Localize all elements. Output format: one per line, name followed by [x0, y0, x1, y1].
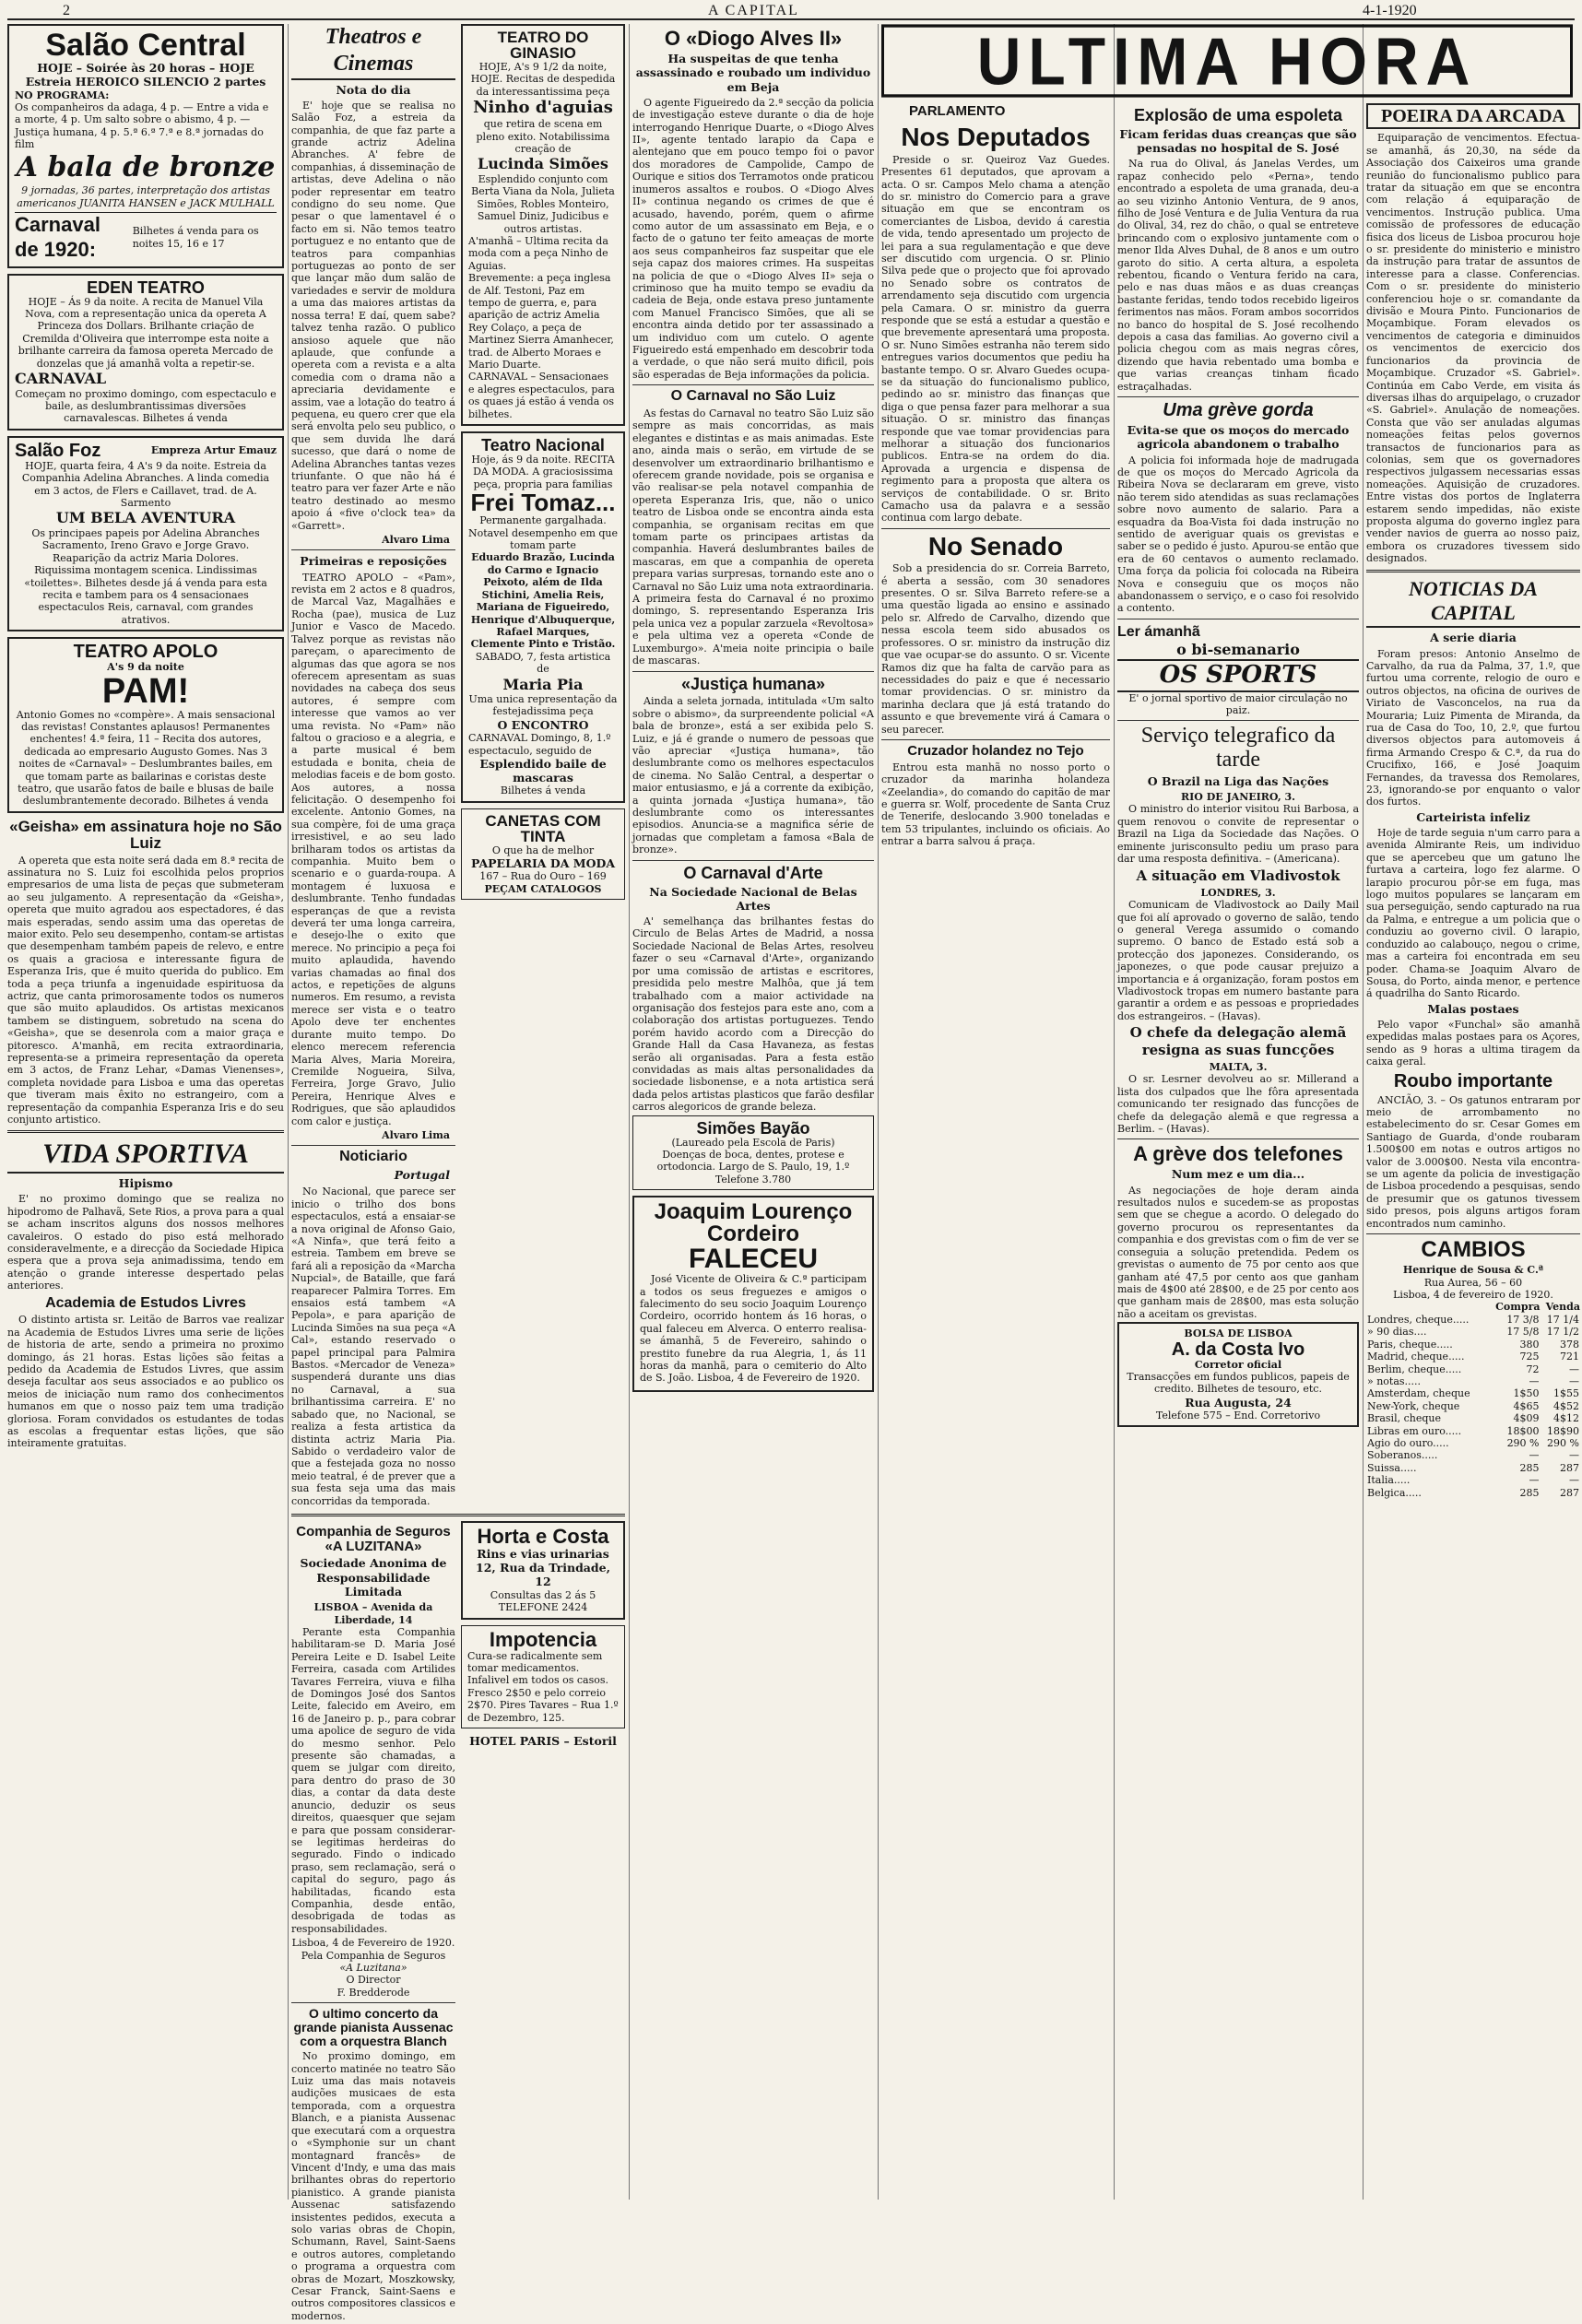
dateline: MALTA, 3.: [1209, 1060, 1268, 1073]
ad-title: Salão Central: [45, 28, 246, 63]
table-cell: 17 1/4: [1546, 1313, 1579, 1326]
ad-name: A. da Costa Ivo: [1171, 1339, 1305, 1360]
ad-line: Estreia HEROICO SILENCIO 2 partes: [25, 75, 266, 89]
program-label: NO PROGRAMA:: [15, 88, 110, 101]
table-cell: Londres, cheque.....: [1367, 1313, 1470, 1326]
obituary-word: FALECEU: [688, 1244, 818, 1275]
headline: O Carnaval d'Arte: [683, 863, 823, 882]
play-title: UM BELA AVENTURA: [55, 509, 236, 527]
ad-text: O Director: [346, 1974, 401, 1987]
article-body: José Vicente de Oliveira & C.ª participam a todos os seus freguezes e amigos o falecimento do seu socio Joaquim Lourenço Cordeiro, ocorrido hontem ás 16 horas, o qual faleceu em Alverca. O enterro realisa-se ámanhã, 5 de Fevereiro, sahindo o prestito funebre da rua Alegria, 1, ás 11 horas da manhã, para o cemiterio do Alto de S. João. Lisboa, 4 de Fevereiro de 1920.: [640, 1273, 867, 1385]
star-name: Lucinda Simões: [478, 155, 608, 173]
table-cell: Libras em ouro.....: [1367, 1424, 1462, 1437]
table-row: [1366, 1412, 1580, 1424]
justica-humana-article: [632, 676, 874, 856]
signature: Alvaro Lima: [382, 534, 450, 546]
article-body: Na rua do Olival, ás Janelas Verdes, um rapaz conhecido pelo «Perna», tendo encontrado a espoleta de uma granada, deu-a ao seu vizinho Antonio Ventura, de 9 anos, filho de José Ventura e de Julia Ventura da rua do Olival, 34, rez do chão, o qual se entreteve brincando com o explosivo juntamente com o menor Ilda Alves Duhal, de 8 anos e um outro garoto do sitio. A certa altura, a espoleta rebentou, ficando o Ventura ferido na cara, pelo e nas duas mãos e as duas creanças bastante feridas, tendo todos recebido ligeiros ferimentos nas mãos. Foram ambos socorridos no banco do hospital de S. José recolhendo depois a casa das familias. Ao governo civil a policia chegou com as mais negras côres, dizendo que havia rebentado uma bomba e que varias creanças tinham ficado estraçalhadas.: [1117, 158, 1359, 393]
teatro-apolo-ad: [7, 637, 284, 813]
empresa: Empreza Artur Emauz: [150, 444, 277, 457]
table-cell: Berlim, cheque.....: [1367, 1363, 1462, 1375]
ad-title: EDEN TEATRO: [87, 277, 205, 297]
hours: Consultas das 2 ás 5: [490, 1588, 596, 1601]
bolsa-ad: [1117, 1322, 1359, 1427]
table-row: [1366, 1351, 1580, 1363]
subhead: Ficam feridas duas creanças que são pensadas no hospital de S. José: [1119, 126, 1357, 156]
table-cell: 17 3/8: [1506, 1313, 1540, 1326]
article-body: Comunicam de Vladivostock ao Daily Mail que foi alí aprovado o governo de salão, tendo o general Verega assumido o comando supremo. O banco de Estado está sob a protecção dos japonezes. Considerando, os japonezes, o que pode causar prejuizo a importancia e á organização, foram postos em Vladivostock tropas em numero bastante para garantir a ordem e as pessoas e propriedades dos estrangeiros. – (Havas).: [1117, 899, 1359, 1022]
date: Lisboa, 4 de Fevereiro de 1920.: [291, 1937, 455, 1950]
ad-text: Transacções em fundos publicos, papeis de credito. Bilhetes de tesouro, etc.: [1127, 1370, 1350, 1396]
table-row: [1366, 1437, 1580, 1449]
ad-text: CARNAVAL Domingo, 8, 1.º espectaculo, seguido de: [468, 732, 611, 757]
ad-text: Corretor oficial: [1194, 1358, 1282, 1371]
play-title: PAM!: [101, 671, 190, 711]
table-cell: 4$09: [1513, 1412, 1540, 1425]
ad-text: Brevemente: a peça inglesa de Alf. Testoni, Paz em tempo de guerra, e, para aparição de actriz Amelia Rey Colaço, a peça de Martinez Sierra Amanhecer, trad. de Alberto Moraes e Mario Duarte.: [468, 272, 614, 371]
table-cell: 4$12: [1553, 1412, 1579, 1425]
table-row: [1366, 1339, 1580, 1351]
table-cell: 1$50: [1513, 1387, 1540, 1400]
eden-teatro-ad: [7, 274, 284, 431]
section-label: PARLAMENTO: [909, 103, 1006, 119]
article-body: ANCIÃO, 3. – Os gatunos entraram por meio de arrombamento no estabelecimento do sr. Cesar Gomes em Santiago de Guarda, d'onde roubaram 1.500$00 em notas e outros artigos no valor de 3.000$00. Nesta vila encontra-se um agente da policia de investigação de Lisboa procedendo a pesquisas, sendo de presumir que os gatunos tivessem sido presos, pois alguns artigos foram encontrados num caminho.: [1366, 1093, 1580, 1230]
table-row: [1366, 1400, 1580, 1412]
article-body: O agente Figueiredo da 2.ª secção da policia de investigação esteve durante o dia de hoje interrogando Henrique Duarte, o «Diogo Alves II», agente tentado larapio da Capa e alentejano que em pouco tempo foi o pavor dos moradores de Campolide, Campo de Ourique e sitios dos Terramotos onde praticou inumeros assaltos e roubos. O «Diogo Alves II» continua negando os crimes de que é acusado, havendo, porém, quem o afirme como autor de um assassinato em Beja, e o facto de o gatuno ter feito ameaças de morte aos seus companheiros faz suspeitar que ele seja capaz dos maiores crimes. Ha suspeitas na policia de que o «Diogo Alves II» seja o criminoso que ha muito tempo se evadiu da cadeia de Beja, onde estava preso juntamente com Manuel Francisco Simões, que ali se encontra ainda detido por ter assassinado a um individuo com um cutelo. O agente Figueiredo está empenhado em descobrir toda a verdade, o que não será muito dificil, pois são esperadas de Beja informações da policia.: [632, 96, 874, 381]
newspaper-name: A CAPITAL: [708, 3, 799, 18]
table-cell: New-York, cheque: [1367, 1399, 1460, 1412]
ginasio-ad: [461, 24, 625, 426]
article-body: O ministro do interior visitou Rui Barbosa, a quem renovou o convite de representar o Brazil na Liga da Sociedade das Nações. O eminente jurisconsulto pediu um praso para dar uma resposta definitiva. – (Americana).: [1117, 803, 1359, 866]
shop-name: PAPELARIA DA MODA: [470, 856, 616, 871]
carnaval-label: Carnaval de 1920:: [15, 212, 100, 261]
carnaval-note: Bilhetes á venda para os noites 15, 16 e 17: [132, 225, 259, 250]
address: Rua Augusta, 24: [1185, 1395, 1292, 1410]
subhead: Nota do dia: [336, 82, 411, 97]
ad-text: PEÇAM CATALOGOS: [484, 882, 602, 895]
ad-text: SABADO, 7, festa artistica de: [475, 650, 611, 676]
teatro-nacional-ad: [461, 431, 625, 803]
ad-text: CARNAVAL – Sensacionaes e alegres espectaculos, para os quaes já estão á venda os bilhetes.: [468, 371, 615, 420]
section-logo: Theatros e Cinemas: [291, 24, 455, 80]
bilhetes: Bilhetes á venda: [500, 784, 586, 797]
table-row: [1366, 1363, 1580, 1375]
firm-name: Henrique de Sousa & C.ª: [1402, 1264, 1544, 1277]
table-cell: 18$00: [1506, 1424, 1540, 1437]
column-4: [881, 103, 1110, 2200]
subhead: Malas postaes: [1427, 1001, 1519, 1016]
obituary-name: Cordeiro: [706, 1221, 799, 1247]
ad-text: E' o jornal sportivo de maior circulação no paiz.: [1128, 691, 1348, 717]
subhead: Portugal: [394, 1168, 450, 1183]
headline: «Geisha» em assinatura hoje no São Luiz: [9, 817, 282, 852]
ad-text: Permanente gargalhada. Notavel desempenho em que tomam parte: [468, 514, 619, 552]
ad-title: Impotencia: [489, 1627, 597, 1651]
article-body: Foram presos: Antonio Anselmo de Carvalho, da rua da Palma, 37, 1.º, que furtou uma corrente, relogio de ouro e outros objectos, na oficina de ourives de Viriato de Vasconcelos, na rua da Mouraria; Luiz Pimenta de Miranda, da rua de Casa do Too, 10, 2.º, que furtou diversos objectos para automoveis á firma Armando Crespo & C.ª, da rua do Crucifixo, 166, e José Joaquim Fernandes, da travessa dos Remolares, 23, ignorando-se por enquanto o valor dos furtos.: [1366, 647, 1580, 808]
article-body: Sob a presidencia do sr. Correia Barreto, é aberta a sessão, com 30 senadores presentes. O sr. Silva Barreto refere-se a uma questão ligada ao ensino e assinado pelo sr. Alfredo de Carvalho, dizendo que nessa escola teem sido abusados os professores. O sr. ministro da instrução diz que vae ocupar-se do assunto. O sr. Vicente Ramos diz que ha falta de carvão para as necessidades do paiz e que é necessario tomar providencias. O sr. ministro da marinha declara que já está tratando do assunto e que brevemente virá á Camara o seu parecer.: [881, 562, 1110, 736]
headline: O ultimo concerto da grande pianista Aussenac com a orquestra Blanch: [293, 2006, 454, 2048]
ad-text: A'manhã – Ultima recita da moda com a peça Ninho de Aguias.: [468, 234, 608, 272]
dateline: RIO DE JANEIRO, 3.: [1181, 791, 1295, 804]
ad-title: Simões Bayão: [696, 1118, 810, 1138]
headline: Serviço telegrafico da tarde: [1140, 724, 1336, 772]
table-cell: —: [1569, 1374, 1579, 1387]
table-cell: Madrid, cheque.....: [1367, 1351, 1465, 1363]
headline: O Carnaval no São Luiz: [670, 388, 836, 405]
table-cell: —: [1569, 1474, 1579, 1487]
table-cell: Soberanos.....: [1367, 1449, 1438, 1462]
table-cell: Paris, cheque.....: [1367, 1338, 1453, 1351]
address: Rua Aurea, 56 – 60: [1423, 1276, 1523, 1289]
telephone: Telefone 575 – End. Corretorivo: [1155, 1410, 1321, 1422]
table-cell: 4$65: [1513, 1399, 1540, 1412]
signature: Alvaro Lima: [382, 1128, 450, 1141]
article-body: O distinto artista sr. Leitão de Barros vae realizar na Academia de Estudos Livres uma serie de lições de historia de arte, sendo a primeira no proximo domingo, ás 21 horas. Estas lições são feitas a pedido da Academia de Estudos Livres, que assim deseja facultar aos seus associados e ao publico os meios de iniciação num ramo dos conhecimentos humanos em que o nosso paiz tem uma tradição gloriosa. Foram convidados os estudantes de todas as escolas a frequentar estas lições, que são inteiramente gratuitas.: [7, 1314, 284, 1450]
cast: Os principaes papeis por Adelina Abranches Sacramento, Ireno Gravo e Jorge Gravo. Reaparição da actriz Maria Dolores.: [31, 526, 260, 564]
table-cell: 290 %: [1547, 1436, 1579, 1449]
table-cell: 287: [1560, 1461, 1579, 1474]
ultima-hora-banner: ULTIMA HORA: [881, 24, 1573, 97]
headline: O «Diogo Alves II»: [664, 27, 843, 50]
column-divider: [288, 24, 289, 2200]
table-cell: 18$90: [1547, 1424, 1579, 1437]
column-divider: [1114, 24, 1115, 2200]
film-sub: 9 jornadas, 36 partes, interpretação dos artistas americanos JUANITA HANSEN e JACK MULHALL: [17, 184, 275, 209]
signature: F. Bredderode: [336, 1986, 410, 1999]
subhead: A serie diaria: [1430, 631, 1517, 645]
table-row: [1366, 1425, 1580, 1437]
table-cell: Agio do ouro.....: [1367, 1436, 1449, 1449]
subhead: Sociedade Anonima de Responsabilidade Limitada: [300, 1556, 447, 1598]
carnaval-arte-article: [632, 865, 874, 1114]
subhead: Ha suspeitas de que tenha assassinado e roubado um individuo em Beja: [635, 52, 871, 94]
ad-text: «A Luzitana»: [339, 1961, 407, 1974]
ad-text: O que ha de melhor: [491, 843, 595, 856]
geisha-article: [7, 819, 284, 1127]
subhead: o bi-semanario: [1176, 641, 1300, 659]
table-row: [1366, 1387, 1580, 1399]
section-logo: NOTICIAS DA CAPITAL: [1366, 577, 1580, 629]
play-title: Ninho d'aguias: [473, 98, 613, 118]
article-body: Ainda a seleta jornada, intitulada «Um salto sobre o abismo», da surpreendente policial «A bala de bronze», está a ser exibida pelo S. Luiz, e já é grande o numero de pessoas que vão apreciar «Justiça humana», tão deslumbrante como os melhores espectaculos de cinema. No Salão Central, a despertar o maior entusiasmo, e já a corrente da exibição, a quinta jornada «Justiça humana», tão deslumbrante como os interessantes episodios. Anuncia-se a magnifica série de jornadas que completam a famosa «Bala de bronze».: [632, 695, 874, 856]
table-cell: 17 1/2: [1546, 1326, 1579, 1339]
ad-title: TEATRO DO GINASIO: [497, 29, 589, 62]
table-cell: 4$52: [1553, 1399, 1579, 1412]
table-cell: Suissa.....: [1367, 1461, 1417, 1474]
subhead: Evita-se que os moços do mercado agricola abandonem o trabalho: [1127, 423, 1350, 452]
exchange-table: [1366, 1301, 1580, 1499]
subhead: O chefe da delegação alemã resigna as suas funcções: [1129, 1024, 1347, 1058]
headline: Ler ámanhã: [1117, 623, 1200, 640]
baile: Esplendido baile de mascaras: [479, 756, 607, 785]
salao-central-ad: [7, 24, 284, 268]
play-title: Frei Tomaz...: [470, 489, 616, 517]
ad-text: Doenças de boca, dentes, protese e ortodoncia. Largo de S. Paulo, 19, 1.º Telefone 3.780: [656, 1148, 850, 1186]
ad-text: Rins e vias urinarias: [477, 1546, 609, 1561]
simoes-bayao-ad: [632, 1115, 874, 1191]
article-body: E' no proximo domingo que se realiza no hipodromo de Palhavã, Sete Rios, a prova para a qual se acham inscritos alguns dos nossos melhores cavaleiros. O estado do piso está melhorado consideravelmente, e a direcção da Sociedade Hipica espera que a prova seja animadissima, tendo em atenção o grande interesse despertado pelas anteriores.: [7, 1193, 284, 1292]
ad-text: Começam no proximo domingo, com espectaculo e baile, as deslumbrantissimas diversões carnavalescas. Bilhetes á venda: [15, 387, 277, 425]
canetas-ad: [461, 808, 625, 900]
ad-text: Antonio Gomes no «compère». A mais sensacional das revistas! Constantes aplausos! Permanentes enchentes! 4.ª feira, 11 – Recita dos autores, dedicada ao empresario Augusto Gomes. Nas 3 noites de «Carnaval» – Deslumbrantes bailes, em que tomam parte as bailarinas e coristas deste teatro, que usarão fatos de baile e blusas de baile deslumbrantemente decorado. Bilhetes á venda: [16, 708, 276, 808]
table-cell: —: [1529, 1474, 1540, 1487]
notes: Riquissima montagem scenica. Lindissimas «toilettes». Bilhetes desde já á venda para esta recita e tambem para os 4 sensacionaes espectaculos Reis, carnaval, com grandes atrativos.: [24, 564, 267, 626]
subhead: Hipismo: [118, 1176, 173, 1191]
table-row: [1366, 1449, 1580, 1461]
address: 167 – Rua do Ouro – 169: [479, 870, 607, 883]
luzitana-notice: [291, 1521, 455, 2324]
table-row: [1366, 1462, 1580, 1474]
os-sports-logo: OS SPORTS: [1117, 659, 1359, 692]
column-divider: [878, 24, 879, 2200]
article-body: Entrou esta manhã no nosso porto o cruzador da marinha holandeza «Zeelandia», do comando do capitão de mar e guerra sr. Wolf, procedente de Santa Cruz de Tenerife, deslocando 3.900 toneladas e tem 53 tripulantes, incluindo os oficiais. Ao entrar a barra salvou á praça.: [881, 761, 1110, 848]
subhead: A situação em Vladivostok: [1136, 867, 1340, 884]
subhead: Primeiras e reposições: [300, 554, 447, 569]
table-cell: 287: [1560, 1486, 1579, 1499]
dateline: LONDRES, 3.: [1200, 886, 1276, 899]
article-body: A policia foi informada hoje de madrugada de que os moços do Mercado Agricola da Ribeira Nova se declararam em greve, visto não terem sido atendidas as suas reclamações sobre novo aumento de salario. Para a esquadra da Boa-Vista foi dada instrução no sentido de averiguar quais os grevistas e saber se o pedido é justo. Apurou-se então que era de 60 centavos o aumento reclamado. Uma força da policia foi colocada na Ribeira Nova e conseguiu que os moços não abandonassem o serviço, e o caso foi resolvido a contento.: [1117, 454, 1359, 615]
program-list: Os companheiros da adaga, 4 p. — Entre a vida e a morte, 4 p. Um salto sobre o abismo, 4 p. — Justiça humana, 4 p. 5.ª 6.ª 7.ª e 8.ª jornadas do film: [15, 100, 269, 151]
table-cell: —: [1569, 1363, 1579, 1375]
article-body: O sr. Lesrner devolveu ao sr. Millerand a lista dos culpados que lhe fôra apresentada comunicando ter resignado das funcções de chefe da delegação alemã e que regressa a Berlim. – (Havas).: [1117, 1073, 1359, 1135]
table-cell: —: [1529, 1449, 1540, 1462]
hotel-ad: HOTEL PARIS – Estoril: [469, 1733, 617, 1748]
table-cell: 17 5/8: [1506, 1326, 1540, 1339]
table-header: Compra: [1495, 1301, 1541, 1314]
ad-text: HOJE, quarta feira, 4 A's 9 da noite. Estreia da Companhia Adelina Abranches. A linda comedia em 3 actos, de Flers e Caillavet, trad. de A. Sarmento: [21, 459, 270, 509]
table-cell: 285: [1519, 1486, 1540, 1499]
article-body: As negociações de hoje deram ainda resultados nulos e sucedem-se as propostas sem que se chegue a acordo. O delegado do governo procurou os representantes da companhia e dos grevistas com o fim de ver se conseguia a solução pretendida. Pedem os grevistas o aumento de 75 por cento aos que ganham até 47,5 por cento aos que ganham mais de 4$00 até 28$00, e de 25 por cento aos que ganham mais de 28$00, mas esta solução não a aceitam os grevistas.: [1117, 1184, 1359, 1320]
carnaval-label: CARNAVAL: [15, 370, 107, 388]
headline: No Senado: [927, 531, 1064, 560]
ad-text: Hoje, ás 9 da noite. RECITA DA MODA. A graciosissima peça, propria para familias: [471, 454, 615, 490]
table-cell: Amsterdam, cheque: [1367, 1387, 1470, 1400]
column-divider: [629, 24, 630, 2200]
article-body: A opereta que esta noite será dada em 8.ª recita de assinatura no S. Luiz foi escolhida pelos proprios empresarios de uma lista de peças que submeteram ao seu julgamento. A representação da «Geisha», opereta que muito agradou aos espectadores, é das mais esperadas, sendo assim uma das operetas de maior exito. Pelo seu desempenho, contam-se artistas que desempenham também papeis de relevo, e entre os quais a graciosa e interessante figura de Esperanza Iris, que é muito querida do publico. Em toda a peça triunfa a ingenuidade espirituosa da actriz, que canta primorosamente todos os numeros que são muito aplaudidos. Os artistas mexicanos tambem se distinguem, sobretudo na scena do «Geisha», que se desenrola com a maior graça e pitoresco. A'manhã, em recita extraordinaria, representa-se a primeira representação da opereta em 3 actos, de Franz Lehar, «Damas Vienenses», completa novidade para Lisboa e uma das operetas que tiveram mais êxito no estrangeiro, com a representação da companhia Esperanza Iris e do seu conjunto artistico.: [7, 854, 284, 1127]
page-number: 2: [63, 3, 70, 18]
table-cell: 290 %: [1506, 1436, 1540, 1449]
issue-date: 4-1-1920: [1363, 3, 1417, 18]
horta-costa-ad: [461, 1521, 625, 1620]
table-cell: 380: [1519, 1338, 1540, 1351]
article-body: As festas do Carnaval no teatro São Luiz são sempre as mais concorridas, as mais elegantes e distintas e as mais animadas. Este ano, ainda mais o serão, em virtude de se desenvolver um extraordinario brilhantismo e oferecem grande novidade, pois se organisa e vão realisar-se pela notavel companhia de opereta Esperanza Iris, que, não o unico teatro de Lisboa onde se encontra ainda esta companhia, se organisam recitas em que tomam parte os principaes artistas da companhia. Haverá deslumbrantes bailes de mascaras, em que a companhia de opereta prepara varias surpresas, tornando este ano o Carnaval no São Luiz uma nota extraordinaria. A primeira festa do Carnaval é no proximo domingo, S. representando Esperanza Iris pela unica vez a popular zarzuela «Revoltosa» e pela ultima vez a opereta «Conde de Luxemburgo». A'meia noite principia o baile de mascaras.: [632, 407, 874, 667]
headline: A grève dos telefones: [1133, 1142, 1343, 1166]
impotencia-ad: [461, 1625, 625, 1728]
table-cell: 1$55: [1553, 1387, 1579, 1400]
masthead: [7, 0, 1575, 20]
film-title: A bala de bronze: [16, 150, 276, 183]
ad-title: BOLSA DE LISBOA: [1184, 1327, 1293, 1340]
article-body: Equiparação de vencimentos. Efectua-se amanhã, ás 20,30, na séde da Associação dos Caixeiros uma grande reunião do funcionalismo publico para tratar da situação em que se encontra com relação á equiparação de vencimentos. Instrução publica. Uma comissão de professores de educação fisica dos liceus de Lisboa procurou hoje o sr. presidente do ministerio e ministro da instrução para tratar de assuntos de interesse para a classe. Conferencias. Com o sr. presidente do ministerio conferenciou hoje o sr. comandante da divisão e Moura Pinto. Funcionarios de Moçambique. Foram elevados os vencimentos de categoria e diminuidos os vencimentos de exercicio dos funcionarios da provincia de Moçambique. Cruzador «S. Gabriel». Continúa em Cabo Verde, em visita ás diversas ilhas do arquipelago, o cruzador «S. Gabriel». Anulação de nomeações. Consta que vão ser anuladas algumas nomeações feitas pelos governos transactos de funcionarios para as colonias, sem que os governadores respectivos julgassem necessarias essas nomeações. Aquisição de cruzadores. Entre vistas dos portos de Inglaterra estarem sendo impedidas, não existe proposta alguma do governo inglez para vender navios de guerra ao nosso paiz, embora os cruzadores tivessem sido designados.: [1366, 132, 1580, 565]
ad-text: Pela Companhia de Seguros: [301, 1949, 446, 1962]
table-row: [1366, 1474, 1580, 1486]
address: LISBOA – Avenida da Liberdade, 14: [313, 1601, 433, 1626]
headline: Companhia de Seguros «A LUZITANA»: [296, 1523, 451, 1554]
article-body: Preside o sr. Queiroz Vaz Guedes. Presentes 61 deputados, que aprovam a acta. O sr. Campos Melo chama a atenção do sr. ministro do Comercio para a grave situação em que se encontram os comerciantes de Lisboa, devido á carestia de vida, tendo apresentado um projecto de lei para a sua regulamentação e que deve ser discutido com urgencia. O sr. Plinio Silva pede que o projecto que foi aprovado no Senado sobre os contratos de arrendamento seja discutido com urgencia pela Camara. O sr. ministro da guerra responde que se está a estudar a questão e que brevemente apresentará uma proposta. O sr. Nuno Simões estranha não terem sido entregues varios documentos que pediu ha bastante tempo. O sr. Alvaro Guedes ocupa-se da situação do funcionalismo publico, pedindo ao sr. ministro das finanças que diga o que pensa fazer para melhorar a sua situação. O sr. ministro das finanças responde que vae tomar providencias para melhorar a situação dos funcionarios publicos. Entra-se na ordem do dia. Aprovada a urgencia e dispensa de regimento para a proposta que altera os serviços de contabilidade. O sr. Brito Camacho usa da palavra e a sessão continua com largo debate.: [881, 153, 1110, 525]
ad-text: Cura-se radicalmente sem tomar medicamentos. Infalivel em todos os casos. Fresco 2$50 e pelo correio 2$70. Pires Tavares – Rua 1.º de Dezembro, 125.: [467, 1649, 619, 1724]
ad-text: que retira de scena em pleno exito. Notabilissima creação de: [476, 118, 610, 155]
subhead: Carteirista infeliz: [1416, 809, 1530, 824]
table-cell: —: [1529, 1374, 1540, 1387]
article-body: TEATRO APOLO – «Pam», revista em 2 actos e 8 quadros, de Marcal Vaz, Magalhães e Rocha (pae), musica de Luz Junior e Vasco de Macedo. Talvez porque as revistas não pareçam, o aparecimento de algumas das que agora se nos oferecem apresentam as suas novidades na cabeça dos seus autores, é sempre com interesse que vamos ao ver uma revista. No «Pam» não faltou o gracioso e a alegria, e a parte musical é bem estudada e bonita, cheia de melodias faceis e de bom gosto. Aos autores, a nossa felicitação. O desempenho foi excelente. Antonio Gomes, na sua compère, foi de uma graça irresistivel, e ao seu lado brilharam todos os artistas da companhia. Muito bem o scenario e o guarda-roupa. A montagem é luxuosa e deslumbrante. Tenho fundadas esperanças de que a revista deverá ter uma longa carreira, e desejo-lhe o exito que merece. No principio a peça foi muito aplaudida, havendo varias chamadas ao final dos actos, e repetições de alguns numeros. Em resumo, a revista merece ser vista e o teatro Apolo deve ter enchentes durante muito tempo. Do elenco merecem referencia Maria Alves, Maria Moreira, Cremilde Nogueira, Silva, Ferreira, Jorge Gravo, Julio Pereira, Henrique Alves e Rodrigues, que são aplaudidos com calor e justiça.: [291, 571, 455, 1127]
column-6: [1366, 103, 1580, 2200]
column-1: [7, 24, 284, 2200]
table-cell: 725: [1519, 1351, 1540, 1363]
subhead: Na Sociedade Nacional de Belas Artes: [649, 884, 857, 913]
ad-time: A's 9 da noite: [107, 661, 184, 674]
ad-text: Esplendido conjunto com Berta Viana da Nola, Julieta Simões, Robles Monteiro, Samuel Diniz, Judicibus e outros artistas.: [471, 172, 615, 235]
table-cell: 285: [1519, 1461, 1540, 1474]
play-title: O ENCONTRO: [497, 717, 589, 732]
headline: «Justiça humana»: [680, 674, 826, 693]
table-cell: Brasil, cheque: [1367, 1412, 1441, 1425]
ad-title: Teatro Nacional: [481, 436, 605, 455]
headline: Uma grève gorda: [1163, 400, 1314, 421]
table-cell: —: [1569, 1449, 1579, 1462]
column-divider: [1363, 24, 1364, 2200]
address: 12, Rua da Trindade, 12: [476, 1561, 610, 1589]
article-body: A' semelhança das brilhantes festas do Circulo de Belas Artes de Madrid, a nossa Sociedade Nacional de Belas Artes, resolveu fazer o seu «Carnaval d'Arte», organizando por uma comissão de artistas e escritores, presidida pelo mestre Malhôa, que já tem trabalhado com a maior actividade na organisação dos festejos para este ano, com a colaboração dos artistas portuguezes. Tendo porém havido acordo com a Direcção do Grande Hall da Casa Havaneza, as festas serão ali organisadas. Para a festa estão convidadas as mais altas personalidades da sociedade lisbonense, e a nota artistica será dada pelos artistas plasticos que farão desfilar carros alegoricos de grande beleza.: [632, 915, 874, 1114]
table-cell: 721: [1560, 1351, 1579, 1363]
salao-foz-ad: [7, 436, 284, 631]
date: Lisboa, 4 de fevereiro de 1920.: [1393, 1289, 1553, 1302]
table-cell: 72: [1526, 1363, 1540, 1375]
column-3: [632, 24, 874, 2200]
table-cell: Belgica.....: [1367, 1486, 1422, 1499]
article-body: No Nacional, que parece ser inicio o trilho dos bons espectaculos, está a ensaiar-se a nova original de Afonso Gaio, «A Ninfa», que terá feito a estreia. Tambem em breve se fará ali a reposição da «Marcha Nupcial», de Bataille, que fará reaparecer Palmira Torres. Em ensaios está tambem «A Pepola», e para aparição de Lucinda Simões na sua peça «A Cal», estando reservado o papel principal para Palmira Bastos. «Mercador de Veneza» suspenderá durante uns dias no Carnaval, a sua brilhantissima carreira. E' no sabado que, no Nacional, se realiza a festa artistica da distinta actriz Maria Pia. Sabido o verdadeiro valor de que a festejada goza no nosso meio teatral, é de prever que a sua festa seja uma das mais concorridas da temporada.: [291, 1186, 455, 1507]
theatre-news: [291, 24, 455, 1509]
ad-text: (Laureado pela Escola de Paris): [671, 1136, 835, 1149]
table-cell: » 90 dias....: [1367, 1326, 1427, 1339]
table-cell: Italia.....: [1367, 1474, 1411, 1487]
ad-title: Horta e Costa: [477, 1524, 609, 1548]
subhead: O Brazil na Liga das Nações: [1147, 773, 1329, 788]
obituary-name: Joaquim Lourenço: [654, 1199, 853, 1225]
headline: Nos Deputados: [901, 123, 1091, 152]
table-row: [1366, 1326, 1580, 1338]
headline: Roubo importante: [1393, 1070, 1553, 1091]
ad-title: TEATRO APOLO: [73, 642, 218, 663]
ad-text: Uma unica representação da festejadissima peça: [468, 693, 618, 718]
article-body: Perante esta Companhia habilitaram-se D. Maria José Pereira Leite e D. Isabel Leite Ferreira, casada com Artilides Tavares Ferreira, viuva e filha de Domingos José dos Santos Leite, falecido em Aveiro, em 16 de Janeiro p. p., para cobrar uma apolice de seguro de vida do mesmo senhor. Pelo presente são chamadas, a quem se julgar com direito, para dentro do praso de 30 dias, a contar da data deste anuncio, deduzir os seus direitos, quaesquer que sejam e para que possam considerar-se legitimas herdeiras do segurado. Findo o indicado praso, sem reclamação, será o capital do seguro, pago ás habilitadas, ficando esta Companhia, desde então, desobrigada de todas as responsabilidades.: [291, 1626, 455, 1935]
column-2: [291, 24, 625, 2322]
obituary: [632, 1196, 874, 1392]
ad-title: Salão Foz: [15, 440, 101, 461]
table-cell: » notas.....: [1367, 1374, 1422, 1387]
ad-line: HOJE – Soirée às 20 horas – HOJE: [37, 61, 254, 75]
headline: Explosão de uma espoleta: [1133, 106, 1343, 124]
headline: Academia de Estudos Livres: [45, 1294, 246, 1311]
table-row: [1366, 1375, 1580, 1387]
headline: Cruzador holandez no Tejo: [907, 742, 1084, 759]
article-body: No proximo domingo, em concerto matinée no teatro São Luiz uma das mais notaveis audições musicaes de esta temporada, com a orquestra Blanch, e a pianista Aussenac que executará com a orquestra o «Symphonie sur un chant montagnard francês» de Vincent d'Indy, e uma das mais brilhantes obras do repertorio pianistico. A grande pianista Aussenac satisfazendo insistentes pedidos, executa a solo varias obras de Chopin, Schumann, Ravel, Saint-Saens e outros autores, completando o programa a orquestra com obras de Mozart, Moszkowsky, Cesar Franck, Saint-Saens e outros compositores classicos e modernos.: [291, 2050, 455, 2322]
ad-text: HOJE, A's 9 1/2 da noite, HOJE. Recitas de despedida da interessantissima peça: [470, 61, 616, 98]
table-row: [1366, 1314, 1580, 1326]
headline: CAMBIOS: [1421, 1237, 1526, 1263]
article-body: Pelo vapor «Funchal» são amanhã expedidas malas postaes para os Açores, sendo as 9 horas a ultima tiragem da caixa geral.: [1366, 1018, 1580, 1068]
table-header: [1366, 1301, 1488, 1313]
section-logo: POEIRA DA ARCADA: [1366, 103, 1580, 129]
ad-text: HOJE – Ás 9 da noite. A recita de Manuel Vila Nova, com a representação unica da opereta A Princeza dos Dollars. Brilhante criação de Cremilda d'Oliveira que interrompe esta noite a brilhante carreira da famosa opereta Mercado de donzelas que já amanhã volta a repetir-se.: [18, 295, 274, 370]
ad-title: CANETAS COM TINTA: [485, 811, 601, 845]
telephone: TELEFONE 2424: [498, 1601, 588, 1614]
article-body: Hoje de tarde seguia n'um carro para a avenida Almirante Reis, um individuo que se apercebeu que um gatuno lhe furtava a carteira, logo fez alarme. O larapio procurou pôr-se em fuga, mas logo muitos populares se lançaram em sua perseguição, sendo capturado na rua da Palma, e entregue a um policia que o conduziu ao governo civil. O larapio, conduzido ao calabouço, negou o crime, mas a carteira foi encontrada em seu poder. Chama-se Joaquim Alvaro de Sousa, do Porto, ainda menor, e pertence á quadrilha do Santo Ricardo.: [1366, 827, 1580, 1000]
vida-sportiva-section: [7, 1138, 284, 1449]
section-logo: VIDA SPORTIVA: [7, 1138, 284, 1174]
carnaval-sao-luiz-article: [632, 389, 874, 667]
table-row: [1366, 1487, 1580, 1499]
column-5: [1117, 103, 1359, 2200]
table-header: Venda: [1545, 1301, 1580, 1314]
star-name: Maria Pia: [502, 675, 584, 693]
cast: Eduardo Brazão, Lucinda do Carmo e Ignacio Peixoto, além de Ilda Stichini, Amelia Reis, Mariana de Figueiredo, Henrique d'Albuquerque, Rafael Marques, Clemente Pinto e Tristão.: [470, 551, 616, 651]
diogo-alves-article: [632, 28, 874, 381]
article-body: E' hoje que se realisa no Salão Foz, a estreia da companhia, de que faz parte a grande actriz Adelina Abranches. A' febre de companhias, á disseminação de artistas, deve Adelina o não poder representar em teatro condigno do seu nome. Que pesar o que lamentavel é o facto em si. Não temos teatro portuguez e no entanto que de teatros para companhias portuguezas ao ponto de ser que lançar mão dum salão de variedades e servir de moldura a uma das maiores artistas da nossa terra! E daí, quem sabe? talvez tenha razão. O publico ansioso aquele que não aplaude, que confunde a opereta com a revista e a alta comedia com o drama não a apreciaria devidamente e assim, vae a lotação do teatro á pequena, eu quero crer que ela será envolta pelo seu publico, o que sem duvida lhe dará sucesso, que dará o nome de Adelina Abranches tantas vezes triunfante. O que não há é teatro para ver fazer Arte e não teatro destinado ao mesmo apoio á «five o'clock tea» da «Garrett».: [291, 99, 455, 532]
headline: Noticiario: [339, 1149, 407, 1165]
table-cell: 378: [1560, 1338, 1579, 1351]
subhead: Num mez e um dia...: [1171, 1167, 1305, 1182]
